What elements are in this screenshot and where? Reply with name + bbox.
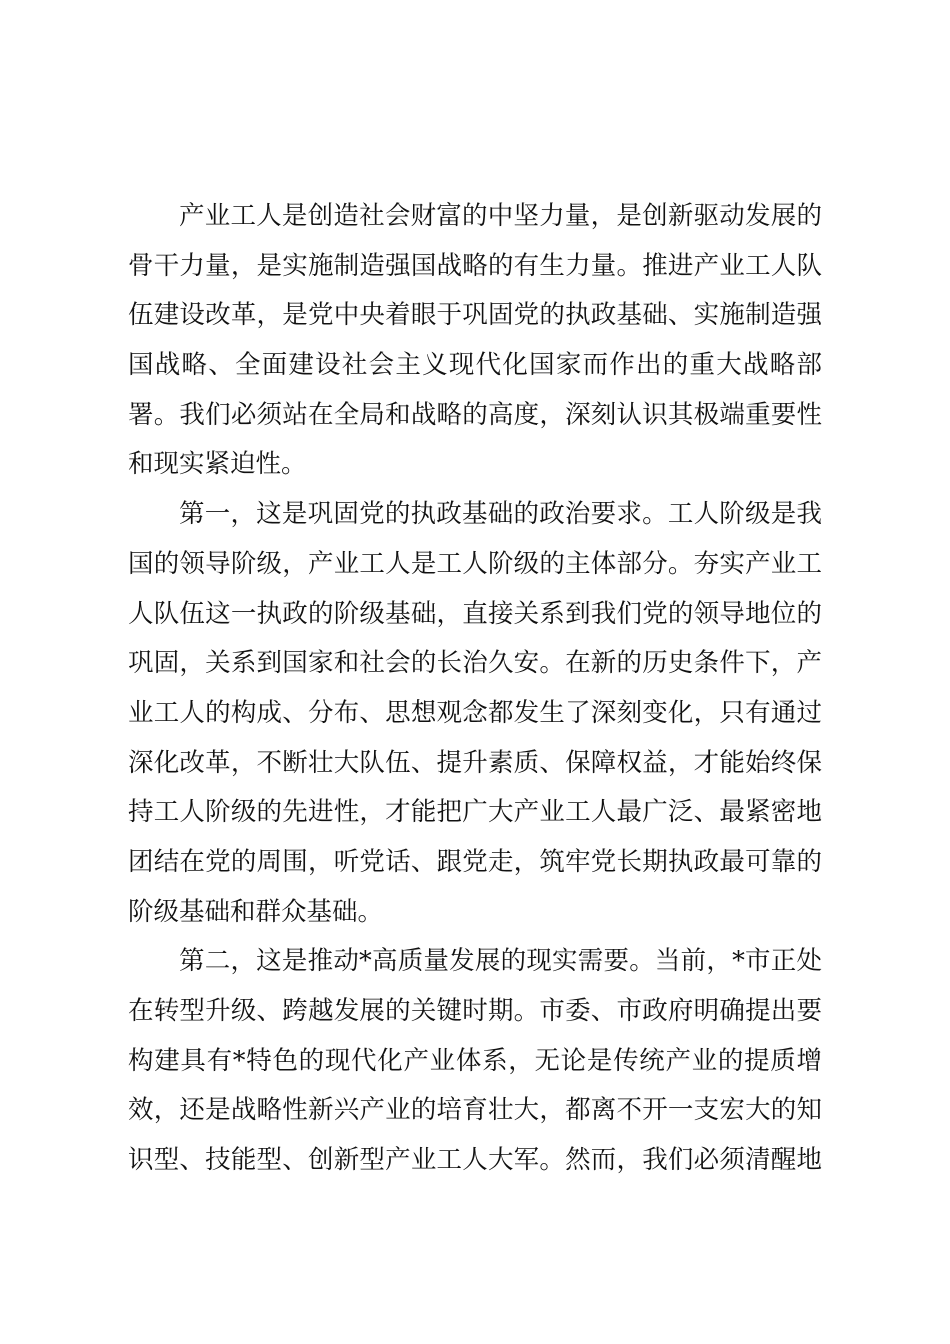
- text-line: 骨干力量，是实施制造强国战略的有生力量。推进产业工人队: [128, 250, 822, 281]
- text-line: 伍建设改革，是党中央着眼于巩固党的执政基础、实施制造强: [128, 300, 822, 331]
- text-line: 团结在党的周围，听党话、跟党走，筑牢党长期执政最可靠的: [128, 846, 822, 877]
- text-line: 在转型升级、跨越发展的关键时期。市委、市政府明确提出要: [128, 996, 822, 1026]
- text-line: 阶级基础和群众基础。: [128, 896, 384, 927]
- text-line: 产业工人是创造社会财富的中坚力量，是创新驱动发展的: [179, 201, 822, 231]
- text-line: 巩固，关系到国家和社会的长治久安。在新的历史条件下，产: [128, 648, 822, 679]
- text-line: 构建具有*特色的现代化产业体系，无论是传统产业的提质增: [128, 1045, 822, 1076]
- text-line: 识型、技能型、创新型产业工人大军。然而，我们必须清醒地: [128, 1145, 822, 1176]
- text-line: 业工人的构成、分布、思想观念都发生了深刻变化，只有通过: [128, 697, 822, 728]
- document-body: [128, 192, 822, 1186]
- text-line: 和现实紧迫性。: [128, 449, 307, 480]
- text-line: 国战略、全面建设社会主义现代化国家而作出的重大战略部: [128, 350, 822, 381]
- text-line: 持工人阶级的先进性，才能把广大产业工人最广泛、最紧密地: [128, 797, 822, 828]
- text-line: 效，还是战略性新兴产业的培育壮大，都离不开一支宏大的知: [128, 1095, 822, 1126]
- paragraph-first-point: [128, 490, 822, 937]
- text-line: 国的领导阶级，产业工人是工人阶级的主体部分。夯实产业工: [128, 548, 822, 579]
- paragraph-intro: [128, 192, 822, 490]
- text-line: 人队伍这一执政的阶级基础，直接关系到我们党的领导地位的: [128, 598, 822, 629]
- text-line: 署。我们必须站在全局和战略的高度，深刻认识其极端重要性: [128, 399, 822, 430]
- text-line: 深化改革，不断壮大队伍、提升素质、保障权益，才能始终保: [128, 747, 822, 778]
- paragraph-second-point: [128, 937, 822, 1185]
- text-line: 第二，这是推动*高质量发展的现实需要。当前，*市正处: [179, 946, 822, 977]
- text-line: 第一，这是巩固党的执政基础的政治要求。工人阶级是我: [179, 499, 822, 530]
